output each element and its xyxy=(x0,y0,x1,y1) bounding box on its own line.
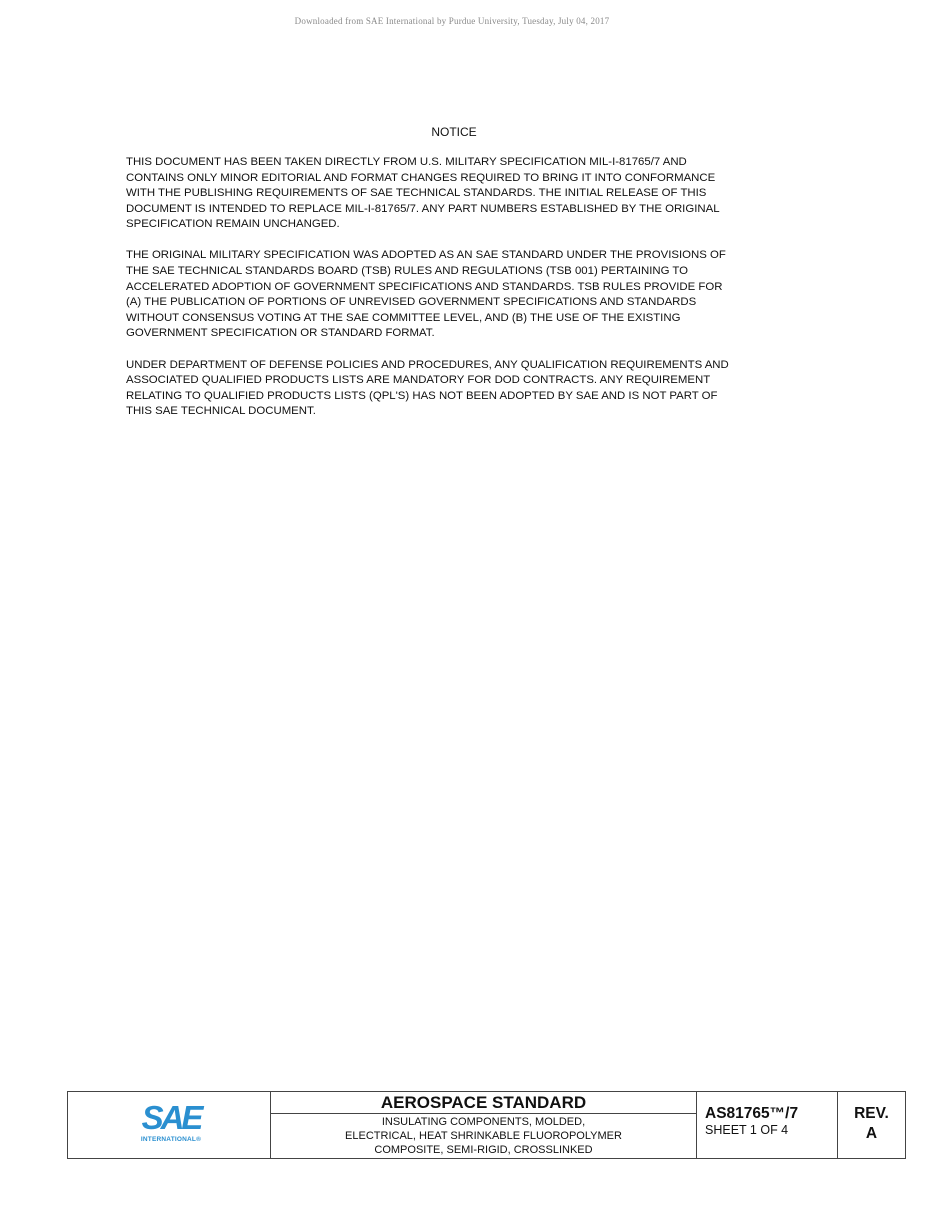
revision-cell xyxy=(838,1092,905,1158)
title-block xyxy=(67,1091,906,1159)
standard-heading: AEROSPACE STANDARD xyxy=(271,1092,696,1114)
notice-paragraph-3: UNDER DEPARTMENT OF DEFENSE POLICIES AND PROCEDURES, ANY QUALIFICATION REQUIREMENTS AND ASSOCIATED QUALIFIED PRODUCTS LISTS ARE MANDATORY FOR DOD CONTRACTS. ANY REQUIREMENT RELATING TO QUALIFIED PRODUCTS LISTS (QPL'S) HAS NOT BEEN ADOPTED BY SAE AND IS NOT PART OF THIS SAE TECHNICAL DOCUMENT. xyxy=(126,358,729,418)
document-number-cell xyxy=(697,1092,838,1158)
sheet-label: SHEET 1 OF 4 xyxy=(705,1123,789,1137)
standard-description xyxy=(271,1114,696,1158)
logo-cell xyxy=(68,1092,271,1158)
sae-logo-subtext: INTERNATIONAL® xyxy=(140,1136,202,1143)
description-line-3: COMPOSITE, SEMI-RIGID, CROSSLINKED xyxy=(374,1144,593,1156)
revision-value: A xyxy=(865,1125,878,1142)
revision-label: REV. xyxy=(854,1105,889,1122)
description-line-2: ELECTRICAL, HEAT SHRINKABLE FLUOROPOLYMER xyxy=(345,1130,622,1142)
description-line-1: INSULATING COMPONENTS, MOLDED, xyxy=(381,1116,586,1128)
sae-logo-mark: SAE xyxy=(141,1099,201,1136)
notice-body xyxy=(126,155,806,435)
notice-title: NOTICE xyxy=(431,125,477,139)
document-number: AS81765™/7 xyxy=(705,1105,799,1122)
notice-paragraph-2: THE ORIGINAL MILITARY SPECIFICATION WAS ADOPTED AS AN SAE STANDARD UNDER THE PROVISIONS OF THE SAE TECHNICAL STANDARDS BOARD (TSB) RULES AND REGULATIONS (TSB 001) PERTAINING TO ACCELERATED ADOPTION OF GOVERNMENT SPECIFICATIONS AND STANDARDS. TSB RULES PROVIDE FOR (A) THE PUBLICATION OF PORTIONS OF UNREVISED GOVERNMENT SPECIFICATIONS AND STANDARDS WITHOUT CONSENSUS VOTING AT THE SAE COMMITTEE LEVEL, AND (B) THE USE OF THE EXISTING GOVERNMENT SPECIFICATION OR STANDARD FORMAT. xyxy=(126,249,726,340)
notice-paragraph-1: THIS DOCUMENT HAS BEEN TAKEN DIRECTLY FROM U.S. MILITARY SPECIFICATION MIL-I-81765/7 AND CONTAINS ONLY MINOR EDITORIAL AND FORMAT CHANGES REQUIRED TO BRING IT INTO CONFORMANCE WITH THE PUBLISHING REQUIREMENTS OF SAE TECHNICAL STANDARDS. THE INITIAL RELEASE OF THIS DOCUMENT IS INTENDED TO REPLACE MIL-I-81765/7. ANY PART NUMBERS ESTABLISHED BY THE ORIGINAL SPECIFICATION REMAIN UNCHANGED. xyxy=(126,156,720,231)
title-cell xyxy=(271,1092,697,1158)
download-watermark: Downloaded from SAE International by Purdue University, Tuesday, July 04, 2017 xyxy=(294,16,610,26)
sae-logo xyxy=(136,1099,206,1150)
